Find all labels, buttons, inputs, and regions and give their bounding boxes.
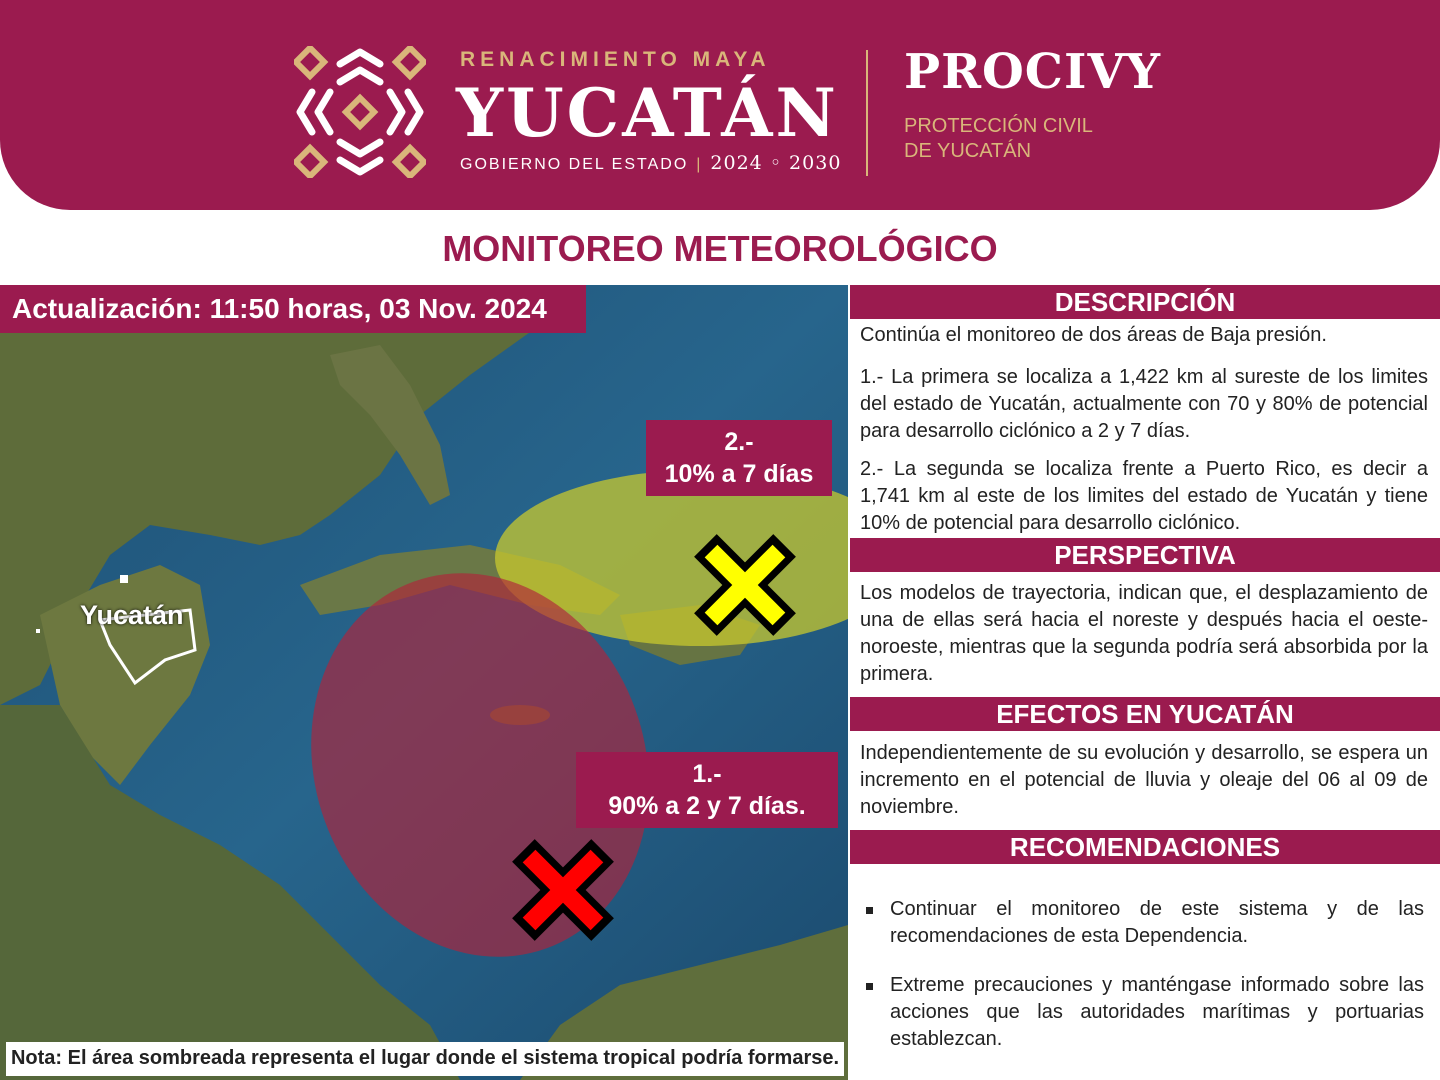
efectos-text: Independientemente de su evolución y desarrollo, se espera un incremento en el potencial de lluvia y oleaje del 06 al 09 de noviembre. — [860, 742, 1428, 818]
brand-subtitle: RENACIMIENTO MAYA — [460, 48, 771, 71]
map-dot-1 — [120, 575, 128, 583]
org-name: PROCIVY — [904, 44, 1161, 100]
list-item: Continuar el monitoreo de este sistema y de las recomendaciones de esta Dependencia. — [862, 896, 1424, 950]
list-item: Extreme precauciones y manténgase informado sobre las acciones que las autoridades marítimas y portuarias establezcan. — [862, 972, 1424, 1053]
area-2-number: 2.- — [724, 428, 754, 456]
satellite-map — [0, 285, 848, 1080]
area-1-probability: 90% a 2 y 7 días. — [608, 792, 806, 820]
brand-footer-separator: | — [696, 156, 703, 173]
org-subtitle-line1: PROTECCIÓN CIVIL — [904, 115, 1093, 137]
descripcion-intro: Continúa el monitoreo de dos áreas de Baja presión. — [860, 324, 1327, 346]
org-subtitle-line2: DE YUCATÁN — [904, 140, 1032, 162]
mayan-pattern-logo-icon — [294, 46, 426, 178]
descripcion-area-2: 2.- La segunda se localiza frente a Puerto Rico, es decir a 1,741 km al este de los limites del estado de Yucatán y tiene 10% de potencial para desarrollo ciclónico. — [860, 458, 1428, 534]
area-1-label — [576, 752, 838, 828]
page-title: MONITOREO METEOROLÓGICO — [442, 228, 998, 269]
org-subtitle — [904, 114, 1093, 164]
brand-footer-government: GOBIERNO DEL ESTADO — [460, 156, 689, 173]
map-dot-2 — [36, 629, 40, 633]
update-timestamp: Actualización: 11:50 horas, 03 Nov. 2024 — [0, 285, 586, 333]
brand-footer — [460, 152, 841, 174]
map-graphic — [0, 285, 848, 1080]
descripcion-area-1: 1.- La primera se localiza a 1,422 km al sureste de los limites del estado de Yucatán, actualmente con 70 y 80% de potencial para desarrollo ciclónico a 2 y 7 días. — [860, 366, 1428, 442]
brand-title: YUCATÁN — [456, 74, 839, 152]
section-recomendaciones-title: RECOMENDACIONES — [850, 830, 1440, 864]
area-2-label — [646, 420, 832, 496]
section-efectos-title: EFECTOS EN YUCATÁN — [850, 697, 1440, 731]
perspectiva-text: Los modelos de trayectoria, indican que, el desplazamiento de una de ellas será hacia el noreste y después hacia el oeste-noroeste, mientras que la segunda podría será absorbida por la primera. — [860, 582, 1428, 685]
section-descripcion-title: DESCRIPCIÓN — [850, 285, 1440, 319]
map-note: Nota: El área sombreada representa el lugar donde el sistema tropical podría formarse. — [6, 1042, 844, 1076]
recomendaciones-list — [862, 896, 1424, 1075]
area-2-probability: 10% a 7 días — [664, 460, 814, 488]
brand-footer-years: 2024 ◦ 2030 — [710, 152, 842, 174]
header-divider — [866, 50, 868, 176]
header-banner — [0, 0, 1440, 210]
yucatan-label: Yucatán — [80, 600, 184, 630]
section-perspectiva-title: PERSPECTIVA — [850, 538, 1440, 572]
area-1-number: 1.- — [692, 760, 722, 788]
